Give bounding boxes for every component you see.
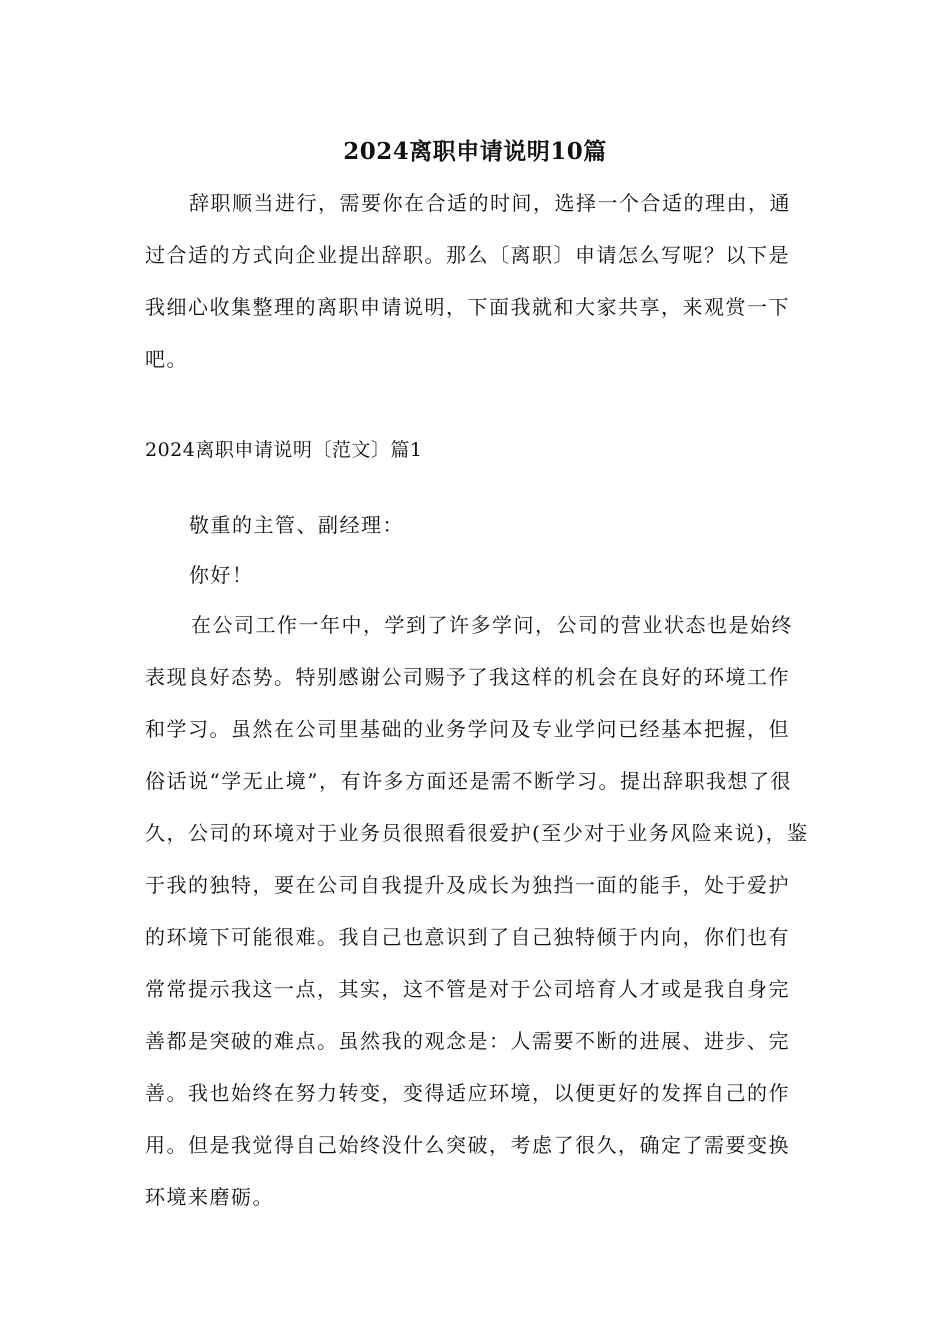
document-title: 2024离职申请说明10篇: [343, 138, 607, 165]
section-title: 2024离职申请说明〔范文〕篇1: [145, 439, 423, 461]
letter-greeting: 你好！: [189, 563, 254, 587]
letter-body-paragraph: 在公司工作一年中，学到了许多学问，公司的营业状态也是始终表现良好态势。特别感谢公司赐予了我这样的机会在良好的环境工作和学习。虽然在公司里基础的业务学问及专业学问已经基本把握，但俗话说“学无止境”，有许多方面还是需不断学习。提出辞职我想了很久，公司的环境对于业务员很照看很爱护(至少对于业务风险来说)，鉴于我的独特，要在公司自我提升及成长为独挡一面的能手，处于爱护的环境下可能很难。我自己也意识到了自己独特倾于内向，你们也有常常提示我这一点，其实，这不管是对于公司培育人才或是我自身完善都是突破的难点。虽然我的观念是：人需要不断的进展、进步、完善。我也始终在努力转变，变得适应环境，以便更好的发挥自己的作用。但是我觉得自己始终没什么突破，考虑了很久，确定了需要变换环境来磨砺。: [145, 613, 809, 1209]
letter-salutation: 敬重的主管、副经理：: [189, 513, 404, 537]
intro-paragraph: 辞职顺当进行，需要你在合适的时间，选择一个合适的理由，通过合适的方式向企业提出辞职。那么〔离职〕申请怎么写呢？以下是我细心收集整理的离职申请说明，下面我就和大家共享，来观赏一下吧。: [145, 191, 791, 371]
